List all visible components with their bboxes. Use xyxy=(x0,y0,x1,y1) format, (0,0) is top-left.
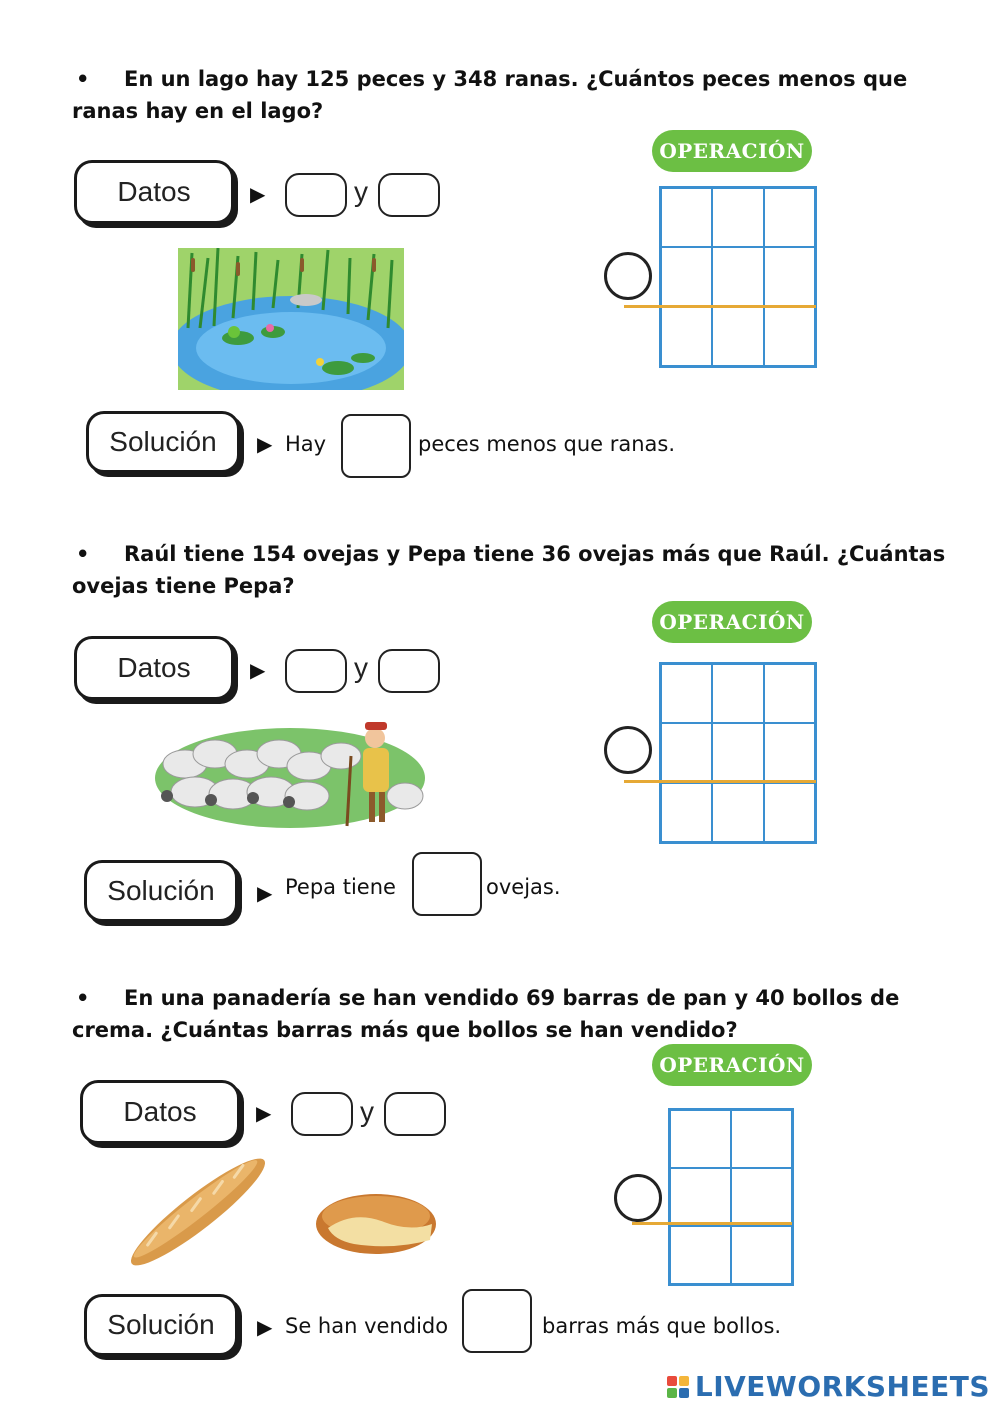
liveworksheets-logo[interactable] xyxy=(667,1370,990,1403)
y-label-3: y xyxy=(360,1096,374,1127)
datos-label-3: Datos xyxy=(80,1080,240,1144)
y-label-1: y xyxy=(354,176,368,207)
operator-circle-2[interactable] xyxy=(604,726,652,774)
grid-cell[interactable] xyxy=(661,188,712,247)
grid-cell[interactable] xyxy=(670,1110,731,1168)
solucion-label-1: Solución xyxy=(86,411,240,473)
datos-label-1: Datos xyxy=(74,160,234,224)
sum-line-1 xyxy=(624,305,816,308)
grid-cell[interactable] xyxy=(712,783,763,842)
cream-bun-illustration xyxy=(314,1188,438,1256)
grid-cell[interactable] xyxy=(764,188,815,247)
problem-1-question: • En un lago hay 125 peces y 348 ranas. ¿Cuántos peces menos que ranas hay en el lago? xyxy=(72,67,908,123)
solucion-label-3: Solución xyxy=(84,1294,238,1356)
problem-3-question: • En una panadería se han vendido 69 barras de pan y 40 bollos de crema. ¿Cuántas barras más que bollos se han vendido? xyxy=(72,986,900,1042)
operator-circle-1[interactable] xyxy=(604,252,652,300)
solution-text-before-2: Pepa tiene xyxy=(285,875,396,899)
grid-cell[interactable] xyxy=(731,1226,792,1284)
operation-grid-2 xyxy=(659,662,817,844)
y-label-2: y xyxy=(354,652,368,683)
grid-cell[interactable] xyxy=(712,188,763,247)
arrow-icon: ▶ xyxy=(257,1317,273,1339)
solution-text-before-1: Hay xyxy=(285,432,327,456)
grid-cell[interactable] xyxy=(661,247,712,306)
solution-text-before-3: Se han vendido xyxy=(285,1314,449,1338)
datos-input-1b[interactable] xyxy=(378,173,440,217)
grid-cell[interactable] xyxy=(661,783,712,842)
operator-circle-3[interactable] xyxy=(614,1174,662,1222)
solucion-label-2: Solución xyxy=(84,860,238,922)
grid-cell[interactable] xyxy=(731,1110,792,1168)
solution-text-after-3: barras más que bollos. xyxy=(542,1314,782,1338)
datos-label-2: Datos xyxy=(74,636,234,700)
datos-input-3b[interactable] xyxy=(384,1092,446,1136)
datos-input-2a[interactable] xyxy=(285,649,347,693)
grid-cell[interactable] xyxy=(731,1168,792,1226)
operacion-badge-3: OPERACIÓN xyxy=(652,1044,812,1086)
solution-text-after-2: ovejas. xyxy=(486,875,561,899)
grid-cell[interactable] xyxy=(764,247,815,306)
baguette-illustration xyxy=(118,1155,278,1270)
sheep-illustration xyxy=(155,716,425,830)
grid-cell[interactable] xyxy=(712,723,763,782)
grid-cell[interactable] xyxy=(712,307,763,366)
operation-grid-3 xyxy=(668,1108,794,1286)
datos-input-1a[interactable] xyxy=(285,173,347,217)
grid-cell[interactable] xyxy=(670,1226,731,1284)
grid-cell[interactable] xyxy=(670,1168,731,1226)
grid-cell[interactable] xyxy=(764,664,815,723)
grid-cell[interactable] xyxy=(661,307,712,366)
pond-illustration xyxy=(178,248,404,390)
datos-input-2b[interactable] xyxy=(378,649,440,693)
grid-cell[interactable] xyxy=(661,723,712,782)
logo-text: LIVEWORKSHEETS xyxy=(694,1370,990,1403)
grid-cell[interactable] xyxy=(661,664,712,723)
sum-line-2 xyxy=(624,780,816,783)
operation-grid-1 xyxy=(659,186,817,368)
grid-cell[interactable] xyxy=(712,664,763,723)
operacion-badge-2: OPERACIÓN xyxy=(652,601,812,643)
sum-line-3 xyxy=(632,1222,792,1225)
arrow-icon: ▶ xyxy=(250,184,266,206)
problem-2-question: • Raúl tiene 154 ovejas y Pepa tiene 36 ovejas más que Raúl. ¿Cuántas ovejas tiene Pepa? xyxy=(72,542,946,598)
grid-cell[interactable] xyxy=(764,783,815,842)
grid-cell[interactable] xyxy=(764,307,815,366)
arrow-icon: ▶ xyxy=(257,883,273,905)
liveworksheets-logo-icon xyxy=(667,1376,689,1398)
datos-input-3a[interactable] xyxy=(291,1092,353,1136)
solution-text-after-1: peces menos que ranas. xyxy=(418,432,676,456)
operacion-badge-1: OPERACIÓN xyxy=(652,130,812,172)
arrow-icon: ▶ xyxy=(256,1103,272,1125)
answer-input-2[interactable] xyxy=(412,852,482,916)
arrow-icon: ▶ xyxy=(257,434,273,456)
grid-cell[interactable] xyxy=(764,723,815,782)
answer-input-3[interactable] xyxy=(462,1289,532,1353)
arrow-icon: ▶ xyxy=(250,660,266,682)
grid-cell[interactable] xyxy=(712,247,763,306)
answer-input-1[interactable] xyxy=(341,414,411,478)
